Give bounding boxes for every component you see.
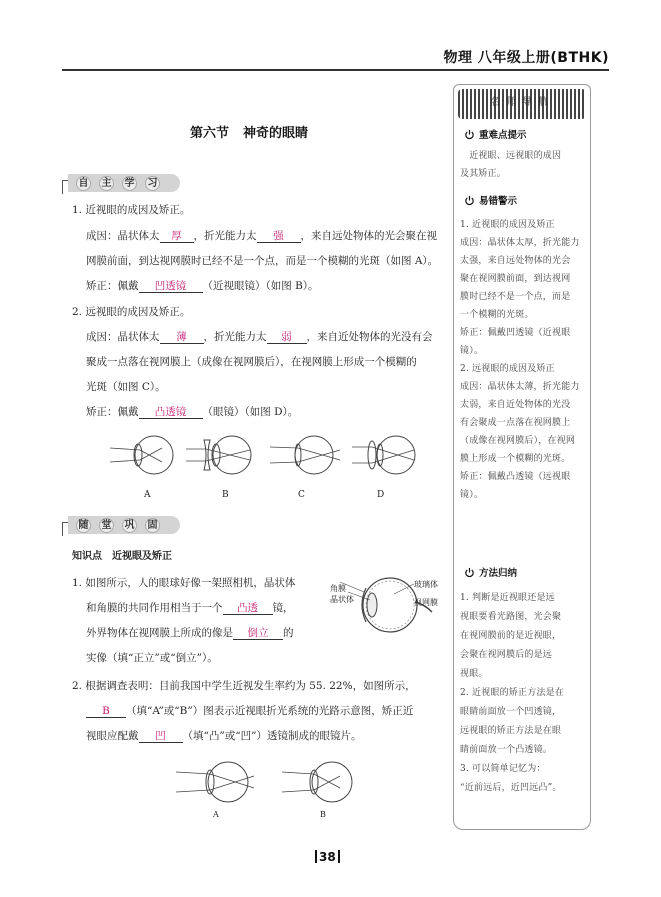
sidebar-panel — [453, 84, 591, 830]
answer-blank: 凸透 — [223, 602, 273, 615]
banner-char: 习 — [145, 176, 160, 191]
eye-figure-c — [270, 432, 340, 478]
header-rule — [62, 69, 609, 71]
sidebar-header-label: 名师导航 — [490, 97, 554, 108]
eye-figure-b — [186, 432, 256, 478]
figure-label: A — [213, 810, 219, 819]
eye-part-label: 晶状体 — [330, 595, 354, 604]
power-icon — [464, 129, 475, 140]
answer-blank: 厚 — [160, 230, 194, 243]
answer-blank: 强 — [257, 230, 301, 243]
power-icon — [464, 195, 475, 206]
banner-char: 固 — [145, 518, 160, 533]
p2-line-3: 视眼应配戴 凹 （填“凸”或“凹”）透镜制成的眼镜片。 — [86, 730, 362, 742]
figure-label: D — [377, 490, 385, 500]
answer-blank: B — [86, 705, 126, 718]
page-number: 38 — [313, 850, 342, 864]
eye-figure-d — [352, 432, 422, 478]
answer-blank: 凸透镜 — [139, 406, 203, 419]
section-title — [190, 122, 308, 141]
banner-char: 巩 — [122, 518, 137, 533]
answer-blank: 薄 — [160, 331, 204, 344]
figure-label: C — [298, 490, 305, 500]
q2-title: 2. 远视眼的成因及矫正。 — [72, 306, 191, 318]
sidebar-text-methods: 1. 判断是近视眼还是远 视眼要看光路图，光会聚 在视网膜前的是近视眼， 会聚在视网膜后的是远 视眼。 2. 近视眼的矫正方法是在 眼睛前面放一个凹透镜， 远视眼的矫正方法是在眼 睛前面放一个凸透镜。 3. 可以简单记忆为： “近前远后，近凹远凸”。 — [460, 593, 565, 793]
q1-cause-line: 成因：晶状体太 厚 ，折光能力太 强 ，来自远处物体的光会聚在视 — [86, 230, 437, 242]
q2-cause-line: 成因：晶状体太 薄 ，折光能力太 弱 ，来自近处物体的光没有会 — [86, 331, 433, 343]
figure-label: A — [144, 490, 151, 500]
p1-line-2: 和角膜的共同作用相当于一个 凸透 镜， — [86, 602, 294, 614]
q2-cause-line-2: 聚成一点落在视网膜上（成像在视网膜后），在视网膜上形成一个模糊的 — [86, 356, 417, 368]
answer-blank: 凹 — [139, 730, 183, 743]
answer-blank: 弱 — [267, 331, 307, 344]
q2-cause-line-3: 光斑（如图 C）。 — [86, 381, 166, 393]
banner-char: 学 — [122, 176, 137, 191]
answer-blank: 倒立 — [233, 627, 283, 640]
eye-diagram-p2-b — [282, 758, 362, 806]
knowledge-point: 知识点 近视眼及矫正 — [72, 551, 172, 562]
section-name: 神奇的眼睛 — [243, 126, 309, 141]
eye-part-label: 玻璃体 — [414, 580, 438, 589]
book-title: 物理 八年级上册(BTHK) — [443, 50, 609, 66]
q1-title: 1. 近视眼的成因及矫正。 — [72, 204, 191, 216]
banner-char: 主 — [99, 176, 114, 191]
q2-correction-line: 矫正：佩戴 凸透镜 （眼镜）（如图 D）。 — [86, 406, 299, 418]
q1-cause-line-2: 网膜前面，到达视网膜时已经不是一个点，而是一个模糊的光斑（如图 A）。 — [86, 255, 439, 267]
section-number: 第六节 — [190, 126, 230, 141]
sidebar-heading-methods: 方法归纳 — [464, 565, 517, 579]
sidebar-heading-warnings: 易错警示 — [464, 193, 517, 207]
p2-line-1: 2. 根据调查表明：目前我国中学生近视发生率约为 55. 22%，如图所示， — [72, 680, 416, 692]
p1-line-1: 1. 如图所示，人的眼球好像一架照相机，晶状体 — [72, 577, 296, 589]
power-icon — [464, 567, 475, 578]
eye-figure-a — [110, 432, 180, 478]
eye-part-label: 视网膜 — [414, 598, 438, 607]
answer-blank: 凹透镜 — [139, 280, 203, 293]
figure-label: B — [222, 490, 229, 500]
eye-part-label: 角膜 — [330, 584, 346, 593]
figure-label: B — [320, 810, 326, 819]
q1-correction-line: 矫正：佩戴 凹透镜 （近视眼镜）（如图 B）。 — [86, 280, 319, 292]
banner-char: 随 — [76, 518, 91, 533]
sidebar-text-warnings: 1. 近视眼的成因及矫正 成因：晶状体太厚，折光能力 太强，来自远处物体的光会 聚在视网膜前面，到达视网 膜时已经不是一个点，而是 一个模糊的光斑。 矫正：佩戴凹透镜（近视眼 镜）。 2. 远视眼的成因及矫正 成因：晶状体太薄，折光能力 太弱，来自近处物体的光没 有会聚成一点落在视网膜上 （成像在视网膜后），在视网 膜上形成一个模糊的光斑。 矫正：佩戴凸透镜（远视眼 镜）。 — [460, 220, 580, 500]
p1-line-3: 外界物体在视网膜上所成的像是 倒立 的 — [86, 627, 294, 639]
eye-diagram-p2-a — [176, 758, 256, 806]
p2-line-2: B （填“A”或“B”）图表示近视眼折光系统的光路示意图，矫正近 — [86, 704, 413, 718]
banner-self-study — [62, 172, 182, 194]
sidebar-heading-key-points: 重难点提示 — [464, 127, 527, 141]
p1-line-4: 实像（填“正立”或“倒立”）。 — [86, 652, 218, 664]
banner-char: 堂 — [99, 518, 114, 533]
banner-char: 自 — [76, 176, 91, 191]
sidebar-text-key-points: 近视眼、远视眼的成因 及其矫正。 — [460, 151, 562, 179]
banner-practice — [62, 514, 182, 536]
